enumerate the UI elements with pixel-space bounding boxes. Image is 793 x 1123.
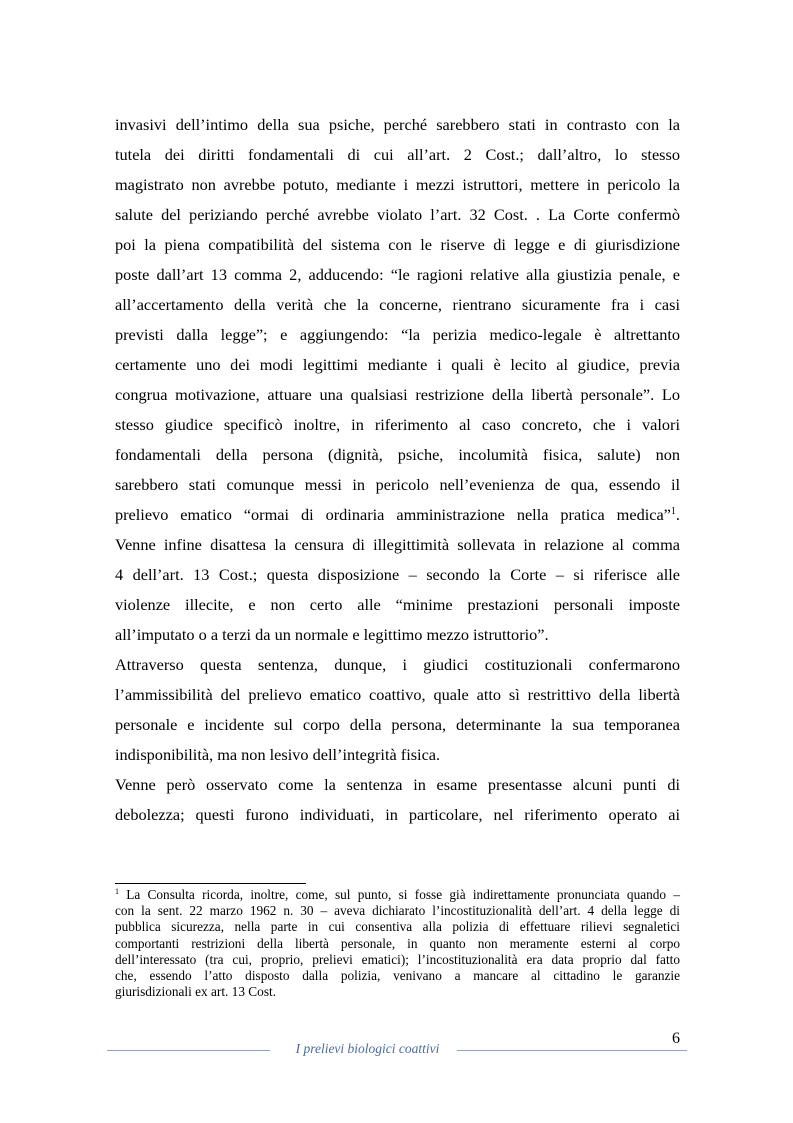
text-line: certamente uno dei modi legittimi mediante i quali è lecito al giudice, previa xyxy=(115,355,680,374)
text-line: violenze illecite, e non certo alle “minime prestazioni personali imposte xyxy=(115,595,680,614)
text-line: fondamentali della persona (dignità, psiche, incolumità fisica, salute) non xyxy=(115,445,680,464)
text-punctuation: . xyxy=(675,505,680,524)
footer-rule-right xyxy=(457,1050,687,1051)
text-line: indisponibilità, ma non lesivo dell’integrità fisica. xyxy=(115,745,441,764)
text-line: tutela dei diritti fondamentali di cui all’art. 2 Cost.; dall’altro, lo stesso xyxy=(115,145,680,164)
text-line: 4 dell’art. 13 Cost.; questa disposizione – secondo la Corte – si riferisce alle xyxy=(115,565,680,584)
footnote-line xyxy=(115,887,680,903)
text-line: invasivi dell’intimo della sua psiche, perché sarebbero stati in contrasto con la xyxy=(115,115,680,134)
footnote xyxy=(115,887,680,1000)
footnote-line: comportanti restrizioni della libertà personale, in quanto non meramente esterni al corpo xyxy=(115,935,680,951)
body-text xyxy=(115,110,680,830)
footnote-text: La Consulta ricorda, inoltre, come, sul punto, si fosse già indirettamente pronunciata quando – xyxy=(119,887,680,902)
text-line: all’imputato o a terzi da un normale e legittimo mezzo istruttorio”. xyxy=(115,625,549,644)
text-line: magistrato non avrebbe potuto, mediante i mezzi istruttori, mettere in pericolo la xyxy=(115,175,680,194)
text-segment: prelievo ematico “ormai di ordinaria amministrazione nella pratica medica” xyxy=(115,505,671,524)
page-number: 6 xyxy=(672,1030,680,1047)
text-line: Venne infine disattesa la censura di illegittimità sollevata in relazione al comma xyxy=(115,535,680,554)
text-line: personale e incidente sul corpo della persona, determinante la sua temporanea xyxy=(115,715,680,734)
footnote-line: pubblica sicurezza, nella parte in cui consentiva alla polizia di effettuare rilievi segnaletici xyxy=(115,919,680,935)
text-line: sarebbero stati comunque messi in pericolo nell’evenienza de qua, essendo il xyxy=(115,475,680,494)
text-line: l’ammissibilità del prelievo ematico coattivo, quale atto sì restrittivo della libertà xyxy=(115,685,680,704)
text-line: all’accertamento della verità che la concerne, rientrano sicuramente fra i casi xyxy=(115,295,680,314)
text-line: salute del periziando perché avrebbe violato l’art. 32 Cost. . La Corte confermò xyxy=(115,205,680,224)
footnote-separator xyxy=(115,883,306,884)
text-line: poi la piena compatibilità del sistema con le riserve di legge e di giurisdizione xyxy=(115,235,680,254)
text-line: congrua motivazione, attuare una qualsiasi restrizione della libertà personale”. Lo xyxy=(115,385,680,404)
text-line: Attraverso questa sentenza, dunque, i giudici costituzionali confermarono xyxy=(115,655,680,674)
text-line: poste dall’art 13 comma 2, adducendo: “le ragioni relative alla giustizia penale, e xyxy=(115,265,680,284)
text-line: Venne però osservato come la sentenza in esame presentasse alcuni punti di xyxy=(115,775,680,794)
footer-title: I prelievi biologici coattivi xyxy=(295,1041,440,1056)
text-line: stesso giudice specificò inoltre, in riferimento al caso concreto, che i valori xyxy=(115,415,680,434)
footnote-line: giurisdizionali ex art. 13 Cost. xyxy=(115,984,277,1000)
text-line: debolezza; questi furono individuati, in particolare, nel riferimento operato ai xyxy=(115,805,680,824)
footnote-marker: 1 xyxy=(115,887,119,896)
footnote-line: che, essendo l’atto disposto dalla polizia, venivano a mancare al cittadino le garanzie xyxy=(115,967,680,983)
footer-rule-left xyxy=(107,1050,270,1051)
footnote-reference[interactable]: 1 xyxy=(670,506,676,517)
footnote-line: dell’interessato (tra cui, proprio, prelievi ematici); l’incostituzionalità era data proprio dal fatto xyxy=(115,951,680,967)
text-line: previsti dalla legge”; e aggiungendo: “la perizia medico-legale è altrettanto xyxy=(115,325,680,344)
text-line-with-footnote xyxy=(115,500,680,530)
footnote-line: con la sent. 22 marzo 1962 n. 30 – aveva dichiarato l’incostituzionalità dell’art. 4 della legge di xyxy=(115,903,680,919)
